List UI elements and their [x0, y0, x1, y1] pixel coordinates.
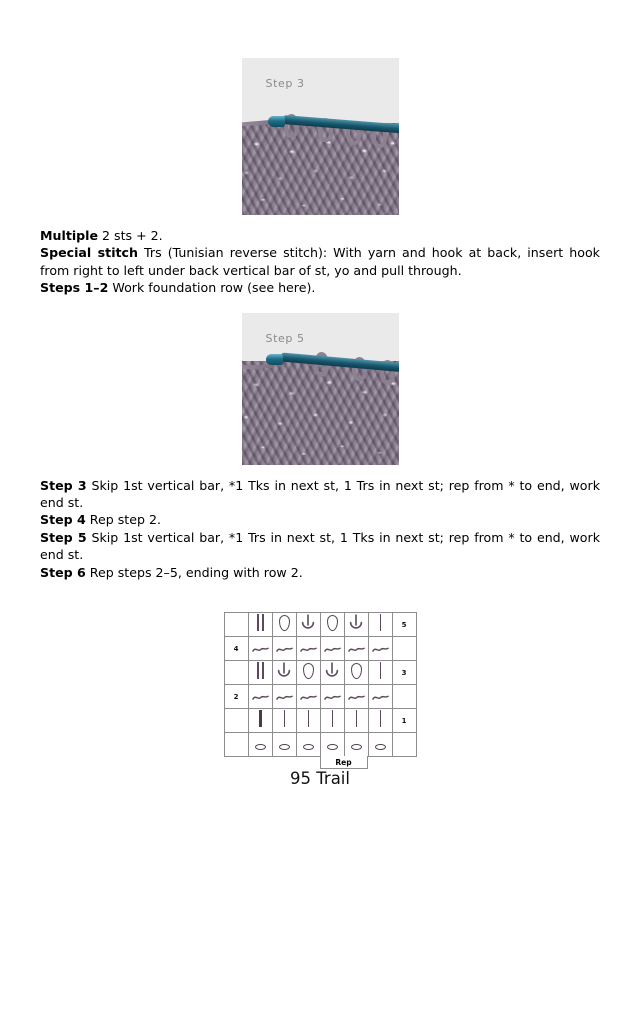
row-number-left: 2 — [224, 685, 248, 709]
instruction-term: Step 5 — [40, 529, 87, 545]
stitch-cell-u — [296, 613, 320, 637]
stitch-chart-row — [224, 733, 416, 757]
stitch-cell-dbar — [248, 613, 272, 637]
stitch-cell-drop — [272, 613, 296, 637]
stitch-cell-wave — [368, 637, 392, 661]
page-content — [0, 58, 640, 788]
stitch-chart-row — [224, 637, 416, 661]
instruction-term: Steps 1–2 — [40, 280, 109, 296]
hook-head — [266, 354, 283, 365]
instruction-text: Rep steps 2–5, ending with row 2. — [85, 564, 303, 580]
stitch-cell-wave — [344, 685, 368, 709]
stitch-cell-oval — [296, 733, 320, 757]
stitch-cell-wave — [296, 637, 320, 661]
instruction-text: Skip 1st vertical bar, *1 Trs in next st, 1 Tks in next st; rep from * to end, work end st. — [40, 529, 600, 563]
stitch-chart-row — [224, 685, 416, 709]
instructions-bottom — [40, 477, 600, 581]
stitch-cell-drop — [296, 661, 320, 685]
instruction-text: Work foundation row (see here). — [108, 280, 316, 296]
rep-bracket — [320, 756, 368, 769]
stitch-cell-bar — [368, 613, 392, 637]
stitch-cell-drop — [320, 613, 344, 637]
step-5-photo — [242, 313, 399, 465]
stitch-cell-wave — [320, 637, 344, 661]
stitch-chart-grid — [224, 612, 417, 757]
instructions-top — [40, 227, 600, 297]
crochet-fabric — [242, 361, 399, 465]
instruction-text: Skip 1st vertical bar, *1 Tks in next st, 1 Trs in next st; rep from * to end, work end st. — [40, 477, 600, 511]
instruction-special-stitch — [40, 244, 600, 279]
stitch-cell-oval — [320, 733, 344, 757]
stitch-cell-u — [272, 661, 296, 685]
stitch-chart-row — [224, 709, 416, 733]
stitch-cell-oval — [248, 733, 272, 757]
stitch-cell-drop — [344, 661, 368, 685]
stitch-cell-wave — [320, 685, 344, 709]
stitch-cell-wave — [296, 685, 320, 709]
chart-empty-cell — [224, 661, 248, 685]
row-number-right: 5 — [392, 613, 416, 637]
chart-spacer-cell — [392, 733, 416, 757]
instruction-text: Rep step 2. — [85, 512, 161, 528]
stitch-chart — [224, 612, 417, 767]
step-5-photo-label: Step 5 — [265, 331, 305, 345]
stitch-cell-barb — [248, 709, 272, 733]
stitch-chart-container — [40, 612, 600, 767]
instruction-text: Trs (Tunisian reverse stitch): With yarn and hook at back, insert hook from right to left under back vertical bar of st, yo and pull through. — [40, 245, 600, 278]
instruction-term: Step 3 — [40, 477, 87, 493]
stitch-cell-wave — [248, 685, 272, 709]
row-number-right: 1 — [392, 709, 416, 733]
stitch-cell-wave — [248, 637, 272, 661]
stitch-chart-row — [224, 661, 416, 685]
chart-caption: 95 Trail — [290, 769, 350, 789]
hook-head — [268, 116, 285, 127]
stitch-cell-wave — [344, 637, 368, 661]
instruction-step-4 — [40, 511, 600, 528]
stitch-cell-oval — [344, 733, 368, 757]
instruction-text: 2 sts + 2. — [98, 228, 163, 243]
stitch-cell-u — [344, 613, 368, 637]
step-3-photo — [242, 58, 399, 215]
stitch-cell-bar — [368, 709, 392, 733]
stitch-cell-u — [320, 661, 344, 685]
instruction-multiple — [40, 227, 600, 244]
chart-empty-cell — [392, 637, 416, 661]
stitch-chart-row — [224, 613, 416, 637]
row-number-left: 4 — [224, 637, 248, 661]
instruction-term: Special stitch — [40, 245, 138, 261]
chart-empty-cell — [392, 685, 416, 709]
stitch-cell-bar — [320, 709, 344, 733]
stitch-cell-wave — [272, 637, 296, 661]
stitch-cell-oval — [272, 733, 296, 757]
stitch-cell-dbar — [248, 661, 272, 685]
instruction-step-6 — [40, 564, 600, 581]
stitch-cell-wave — [368, 685, 392, 709]
stitch-cell-bar — [272, 709, 296, 733]
instruction-term: Multiple — [40, 228, 99, 243]
chart-empty-cell — [224, 613, 248, 637]
stitch-cell-bar — [368, 661, 392, 685]
instruction-step-3 — [40, 477, 600, 512]
instruction-steps-1-2 — [40, 279, 600, 296]
chart-spacer-cell — [224, 733, 248, 757]
stitch-cell-oval — [368, 733, 392, 757]
chart-empty-cell — [224, 709, 248, 733]
stitch-cell-bar — [344, 709, 368, 733]
row-number-right: 3 — [392, 661, 416, 685]
stitch-cell-bar — [296, 709, 320, 733]
instruction-term: Step 4 — [40, 512, 86, 528]
instruction-term: Step 6 — [40, 564, 86, 580]
rep-label: Rep — [335, 757, 352, 767]
stitch-cell-wave — [272, 685, 296, 709]
step-3-photo-label: Step 3 — [265, 77, 305, 90]
instruction-step-5 — [40, 529, 600, 564]
